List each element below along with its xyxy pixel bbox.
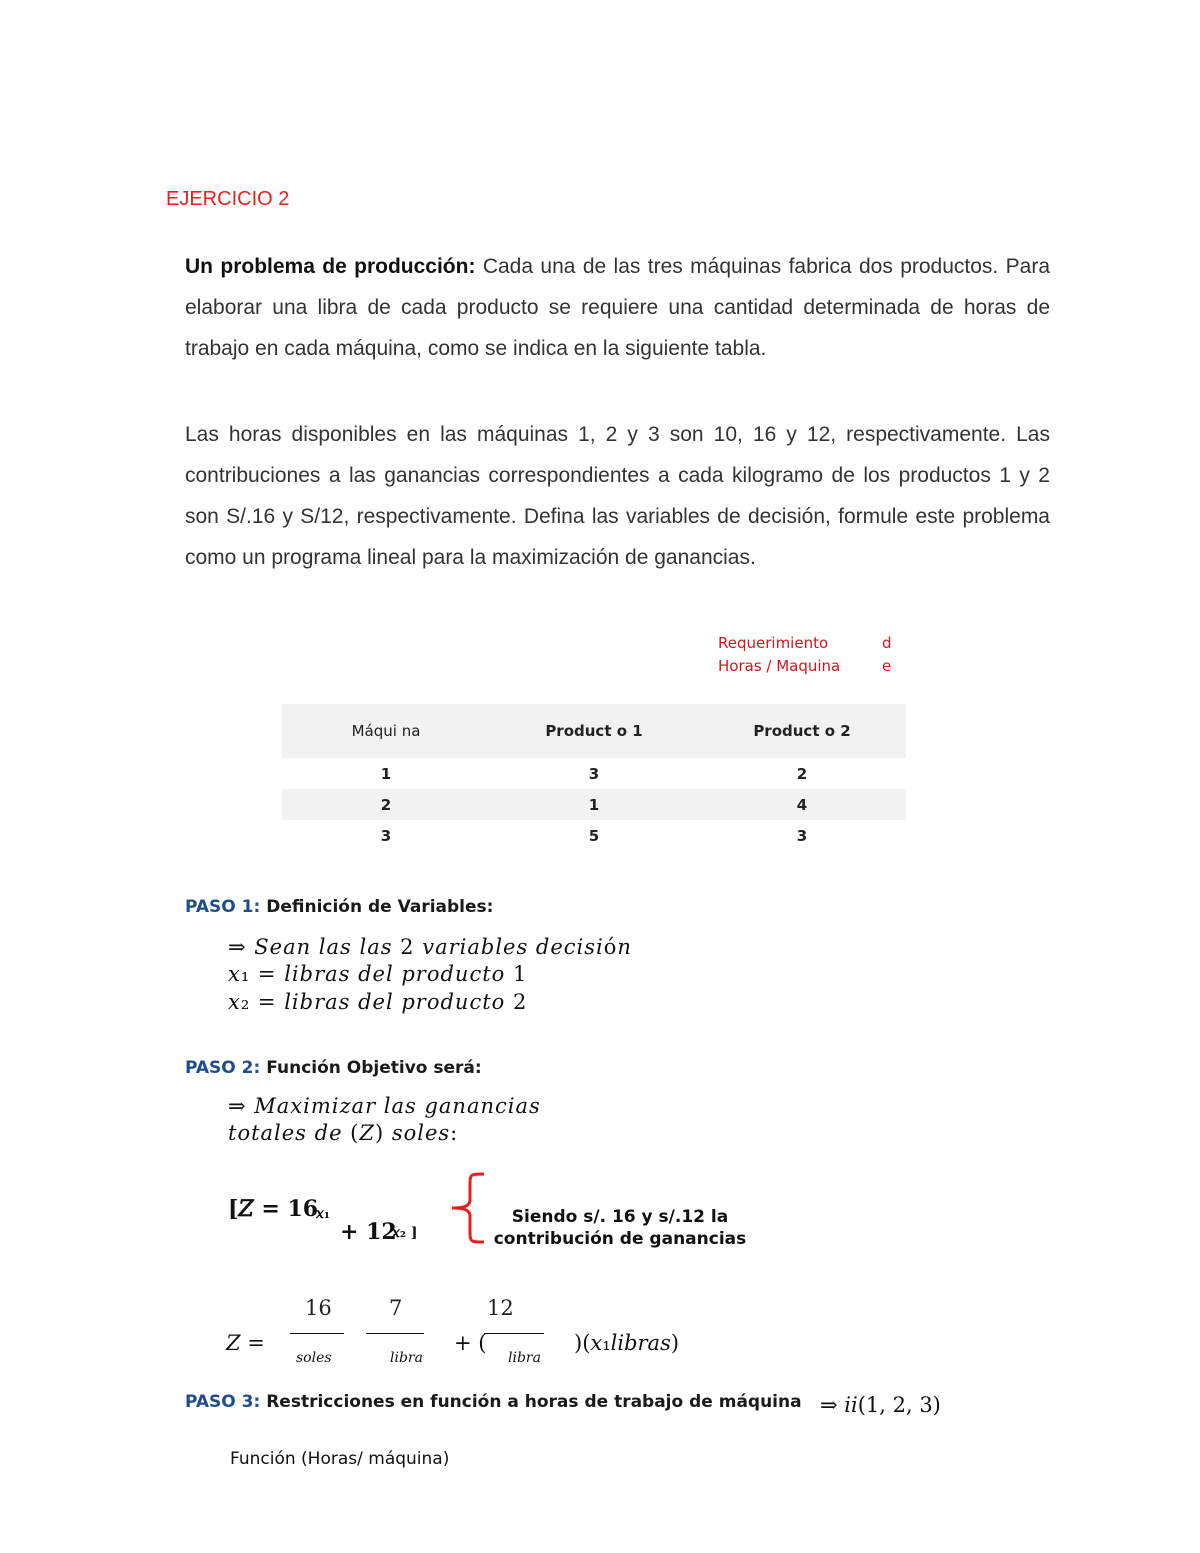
- fraction-denominator-2: 𝑙𝑖𝑏𝑟𝑎: [390, 1350, 423, 1366]
- table-header-row: [282, 704, 906, 758]
- fraction-bar-3: [484, 1333, 544, 1334]
- objective-x1: 𝑥₁: [316, 1206, 331, 1222]
- fraction-denominator-3: 𝑙𝑖𝑏𝑟𝑎: [508, 1350, 541, 1366]
- funcion-heading: Función (Horas/ máquina): [230, 1449, 450, 1469]
- intro-text-1: Cada una de las tres máquinas fabrica dos productos. Para elaborar una libra de cada producto se requiere una cantidad determinada de horas de trabajo en cada máquina, como se indica en la siguiente tabla.: [185, 255, 1050, 360]
- table-cell: 3: [588, 764, 600, 783]
- fraction-numerator-1: 16: [305, 1296, 332, 1320]
- paso2-line-1: ⇒ 𝑀𝑎𝑥𝑖𝑚𝑖𝑧𝑎𝑟 𝑙𝑎𝑠 𝑔𝑎𝑛𝑎𝑛𝑐𝑖𝑎𝑠: [228, 1094, 541, 1118]
- table-row: [282, 758, 906, 789]
- units-lhs: 𝑍 =: [226, 1331, 265, 1355]
- paso3-suffix: ⇒ 𝑖𝑖(1, 2, 3): [820, 1393, 941, 1417]
- table-cell: 1: [380, 764, 392, 783]
- table-cell: 3: [380, 826, 392, 845]
- paso1-label: PASO 1:: [185, 897, 261, 917]
- paso2-text: Función Objetivo será:: [266, 1058, 482, 1078]
- intro-bold-lead: Un problema de producción:: [185, 255, 476, 278]
- table-group-header: Requerimiento Horas / Maquina: [718, 634, 841, 675]
- fraction-numerator-3: 12: [487, 1296, 514, 1320]
- paso2-label: PASO 2:: [185, 1058, 261, 1078]
- paso3-label: PASO 3:: [185, 1392, 261, 1412]
- table-cell: 5: [588, 826, 600, 845]
- paso2-line-2: 𝑡𝑜𝑡𝑎𝑙𝑒𝑠 𝑑𝑒 (𝑍) 𝑠𝑜𝑙𝑒𝑠:: [228, 1121, 459, 1145]
- production-table: [282, 704, 906, 851]
- paso1-text: Definición de Variables:: [266, 897, 494, 917]
- units-plus: + (: [454, 1331, 487, 1355]
- curly-brace-icon: [448, 1170, 488, 1250]
- fraction-bar-1: [290, 1333, 344, 1334]
- fraction-bar-2: [366, 1333, 424, 1334]
- table-row: [282, 820, 906, 851]
- paso2-heading: [185, 1058, 482, 1078]
- paso1-line-3: 𝑥₂ = 𝑙𝑖𝑏𝑟𝑎𝑠 𝑑𝑒𝑙 𝑝𝑟𝑜𝑑𝑢𝑐𝑡𝑜 2: [228, 990, 528, 1014]
- table-cell: 4: [796, 795, 808, 814]
- table-row: [282, 789, 906, 820]
- objective-right: + 12: [340, 1219, 397, 1245]
- fraction-denominator-1: 𝑠𝑜𝑙𝑒𝑠: [296, 1350, 332, 1366]
- paso3-heading: [185, 1392, 802, 1412]
- units-tail: )(𝑥₁𝑙𝑖𝑏𝑟𝑎𝑠): [574, 1331, 680, 1355]
- intro-paragraph-2: Las horas disponibles en las máquinas 1, 2 y 3 son 10, 16 y 12, respectivamente. Las contribuciones a las ganancias correspondientes a cada kilogramo de los productos 1 y 2 son S/.16 y S/12, respectivamente. Defina las variables de decisión, formule este problema como un programa lineal para la maximización de ganancias.: [185, 423, 1050, 569]
- table-cell: 2: [796, 764, 808, 783]
- contribution-note: Siendo s/. 16 y s/.12 la contribución de ganancias: [493, 1207, 747, 1249]
- table-header-product-2: Product o 2: [753, 722, 851, 740]
- paso3-text: Restricciones en función a horas de trabajo de máquina: [266, 1392, 802, 1412]
- objective-left: [𝑍 = 16: [228, 1196, 319, 1222]
- table-cell: 2: [380, 795, 392, 814]
- table-cell: 3: [796, 826, 808, 845]
- paso1-line-2: 𝑥₁ = 𝑙𝑖𝑏𝑟𝑎𝑠 𝑑𝑒𝑙 𝑝𝑟𝑜𝑑𝑢𝑐𝑡𝑜 1: [228, 962, 528, 986]
- table-header-product-1: Product o 1: [545, 722, 643, 740]
- paso1-heading: [185, 897, 493, 917]
- fraction-numerator-2: 7: [389, 1296, 403, 1320]
- exercise-title: EJERCICIO 2: [166, 188, 290, 210]
- table-cell: 1: [588, 795, 600, 814]
- objective-x2: 𝑥₂ ]: [392, 1225, 418, 1241]
- intro-paragraph-1: [185, 246, 1050, 369]
- table-group-header-suffix: d e: [882, 634, 892, 675]
- paso1-line-1: ⇒ 𝑆𝑒𝑎𝑛 𝑙𝑎𝑠 𝑙𝑎𝑠 2 𝑣𝑎𝑟𝑖𝑎𝑏𝑙𝑒𝑠 𝑑𝑒𝑐𝑖𝑠𝑖ó𝑛: [228, 935, 632, 959]
- table-header-machine: Máqui na: [351, 722, 421, 740]
